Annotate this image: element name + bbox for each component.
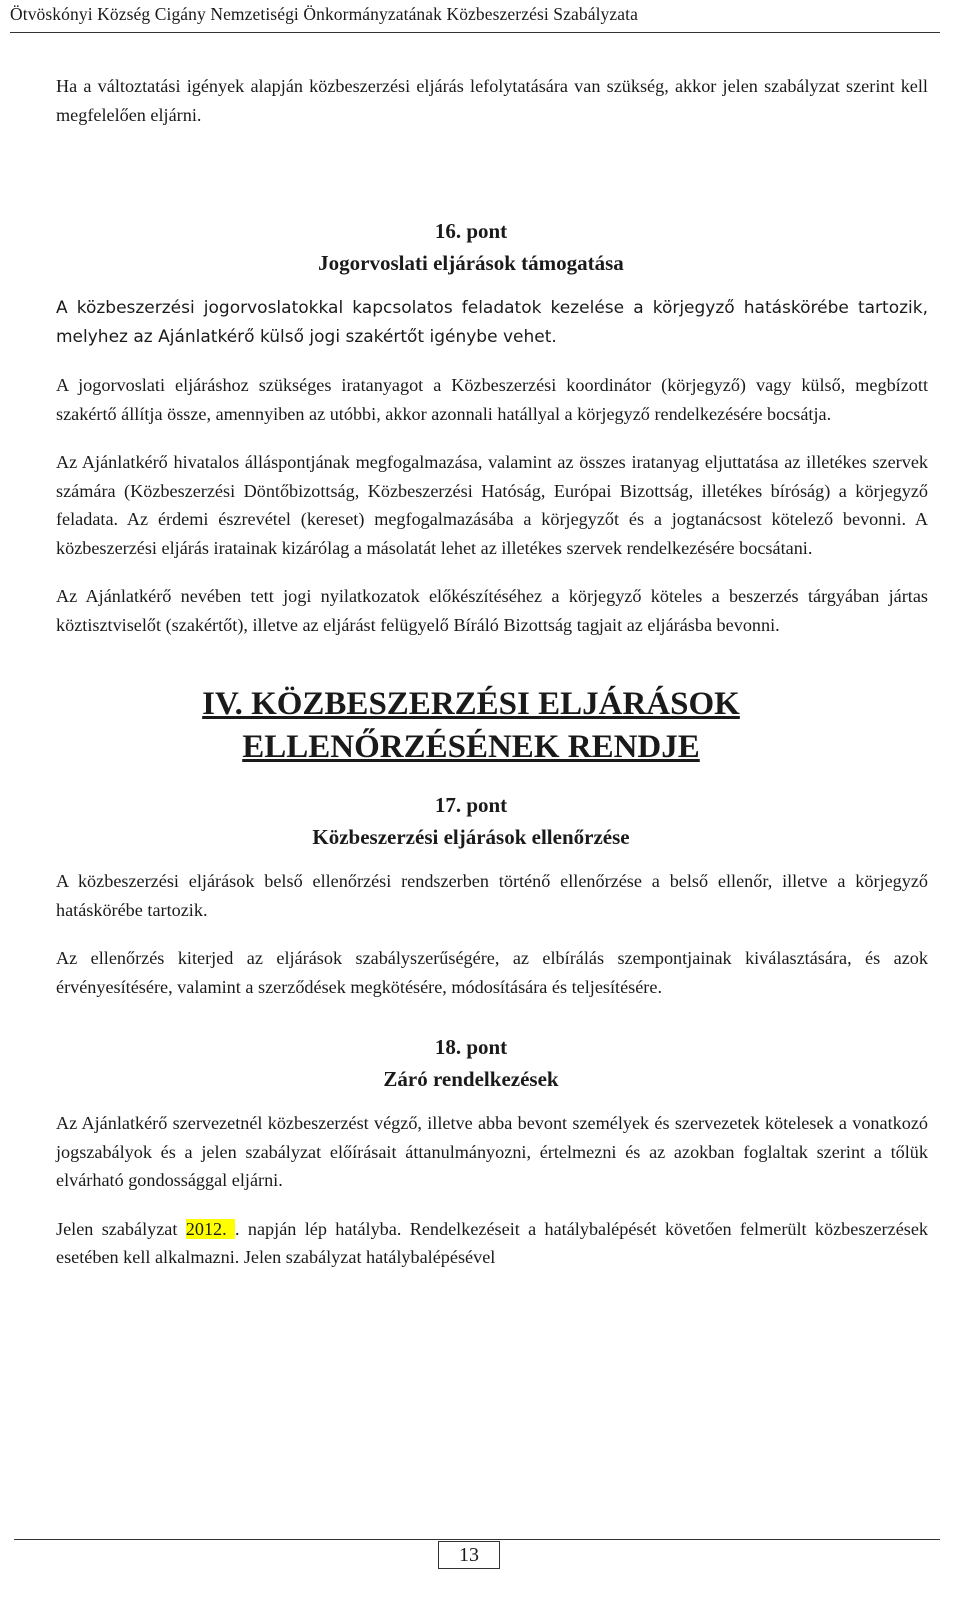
section-17-title: Közbeszerzési eljárások ellenőrzése (312, 825, 630, 849)
paragraph-text: Az Ajánlatkérő nevében tett jogi nyilatkozatok előkészítéséhez a körjegyző köteles a beszerzés tárgyában jártas köztisztviselőt (szakértőt), illetve az eljárást felügyelő Bíráló Bizottság tagjait az eljárásba bevonni. (56, 586, 928, 635)
section-18-paragraph-1 (14, 1109, 928, 1195)
paragraph-number (14, 448, 56, 477)
header-divider (10, 32, 940, 33)
paragraph-number (14, 1215, 56, 1244)
section-16-number: 16. pont (434, 219, 508, 243)
section-17-paragraph-1 (14, 867, 928, 924)
paragraph-number (14, 371, 56, 400)
paragraph-text: Ha a változtatási igények alapján közbeszerzési eljárás lefolytatására van szükség, akkor jelen szabályzat szerint kell megfelelően eljárni. (56, 76, 928, 125)
page-header-title: Ötvöskónyi Község Cigány Nemzetiségi Önkormányzatának Közbeszerzési Szabályzata (10, 4, 638, 24)
paragraph-text: Az ellenőrzés kiterjed az eljárások szabályszerűségére, az elbírálás szempontjainak kiválasztására, és azok érvényesítésére, valamint a szerződések megkötésére, módosítására és teljesítésére. (56, 948, 928, 997)
section-17-number: 17. pont (434, 793, 508, 817)
paragraph-number (14, 867, 56, 896)
paragraph-text-after: . napján lép hatályba. Rendelkezéseit a hatálybalépését követően felmerült közbeszerzések esetében kell alkalmazni. Jelen szabályzat hatálybalépésével (56, 1218, 929, 1267)
paragraph-number (14, 944, 56, 973)
section-16-paragraph-2 (14, 371, 928, 428)
page-number: 13 (438, 1541, 500, 1569)
paragraph-number (14, 582, 56, 611)
paragraph-text-before: Jelen szabályzat (56, 1218, 186, 1239)
paragraph-text: Az Ajánlatkérő szervezetnél közbeszerzést végző, illetve abba bevont személyek és szervezetek kötelesek a vonatkozó jogszabályok és a jelen szabályzat előírásait áttanulmányozni, értelmezni és az azokban foglaltak szerint a tőlük elvárható gondossággal eljárni. (56, 1113, 928, 1190)
paragraph-text: Az Ajánlatkérő hivatalos álláspontjának megfogalmazása, valamint az összes iratanyag eljuttatása az illetékes szervek számára (Közbeszerzési Döntőbizottság, Közbeszerzési Hatóság, Európai Bizottság, illetékes bíróság) a körjegyző feladata. Az érdemi észrevétel (kereset) megfogalmazásába a körjegyzőt és a jogtanácsost kötelező bevonni. A közbeszerzési eljárás iratainak kizárólag a másolatát lehet az illetékes szervek rendelkezésére bocsátani. (56, 452, 928, 558)
section-16-paragraph-1 (14, 294, 928, 351)
intro-paragraph (14, 72, 928, 129)
section-18-paragraph-2 (14, 1215, 928, 1272)
section-18-number: 18. pont (434, 1035, 508, 1059)
footer-divider (14, 1539, 940, 1540)
section-16-paragraph-3 (14, 448, 928, 562)
paragraph-text: A közbeszerzési jogorvoslatokkal kapcsolatos feladatok kezelése a körjegyző hatáskörébe tartozik, melyhez az Ajánlatkérő külső jogi szakértőt igénybe vehet. (56, 298, 928, 347)
section-18-title: Záró rendelkezések (383, 1067, 559, 1091)
chapter-title-line-1: IV. KÖZBESZERZÉSI ELJÁRÁSOK (202, 686, 740, 722)
date-highlight: 2012. (185, 1218, 236, 1239)
section-16-title: Jogorvoslati eljárások támogatása (318, 251, 624, 275)
section-16-paragraph-4 (14, 582, 928, 639)
chapter-title-line-2: ELLENŐRZÉSÉNEK RENDJE (242, 729, 700, 765)
paragraph-number (14, 294, 56, 323)
paragraph-text: A közbeszerzési eljárások belső ellenőrzési rendszerben történő ellenőrzése a belső ellenőr, illetve a körjegyző hatáskörébe tartozik. (56, 871, 928, 920)
document-body (14, 72, 928, 1272)
section-17-paragraph-2 (14, 944, 928, 1001)
paragraph-number (14, 72, 56, 101)
paragraph-number (14, 1109, 56, 1138)
paragraph-text: A jogorvoslati eljáráshoz szükséges iratanyagot a Közbeszerzési koordinátor (körjegyző) vagy külső, megbízott szakértő állítja össze, amennyiben az utóbbi, akkor azonnali hatállyal a körjegyző rendelkezésére bocsátja. (56, 375, 928, 424)
